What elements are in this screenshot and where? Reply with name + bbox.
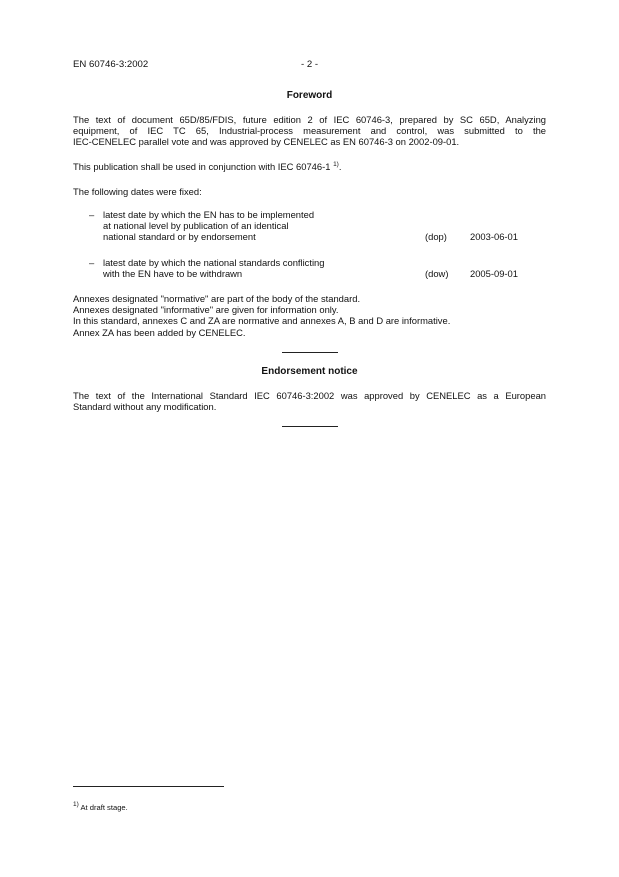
footnote [73, 802, 128, 813]
endorsement-line: Standard without any modification. [73, 401, 217, 413]
date-item-dow [89, 257, 549, 280]
endorsement-paragraph [73, 390, 546, 412]
date-item-text [103, 209, 403, 243]
endorsement-heading: Endorsement notice [261, 366, 358, 377]
section-divider [282, 426, 338, 427]
annex-line: Annexes designated "normative" are part of the body of the standard. [73, 293, 361, 304]
date-item-dop [89, 209, 549, 243]
footnote-reference: 1) [333, 161, 339, 168]
conjunction-text: This publication shall be used in conjunction with IEC 60746-1 [73, 161, 334, 172]
footnote-text: At draft stage. [78, 803, 128, 812]
date-item-line: latest date by which the EN has to be implemented [103, 209, 315, 220]
foreword-line: equipment, of IEC TC 65, Industrial-process measurement and control, was submitted to the [73, 125, 546, 137]
date-code: (dop) [425, 231, 447, 242]
date-code: (dow) [425, 268, 449, 279]
date-item-line: latest date by which the national standards conflicting [103, 257, 325, 268]
annex-paragraph [73, 293, 546, 338]
conjunction-paragraph [73, 161, 546, 172]
date-item-line: national standard or by endorsement [103, 231, 256, 243]
conjunction-period: . [338, 161, 342, 172]
annex-line: Annexes designated "informative" are given for information only. [73, 304, 339, 316]
annex-line: Annex ZA has been added by CENELEC. [73, 326, 246, 338]
foreword-line: IEC-CENELEC parallel vote and was approved by CENELEC as EN 60746-3 on 2002-09-01. [73, 136, 460, 148]
foreword-paragraph [73, 114, 546, 148]
endorsement-line: The text of the International Standard IEC 60746-3:2002 was approved by CENELEC as a European [73, 390, 546, 401]
date-value: 2003-06-01 [470, 231, 518, 242]
footnote-marker: 1) [73, 801, 79, 808]
date-item-line: at national level by publication of an identical [103, 220, 289, 232]
footnote-separator [73, 786, 224, 787]
date-item-line: with the EN have to be withdrawn [103, 268, 243, 280]
page-number: - 2 - [300, 59, 319, 70]
foreword-heading: Foreword [286, 90, 333, 101]
foreword-line: The text of document 65D/85/FDIS, future edition 2 of IEC 60746-3, prepared by SC 65D, Analyzing [73, 114, 546, 125]
annex-line: In this standard, annexes C and ZA are normative and annexes A, B and D are informative. [73, 315, 451, 327]
dash-bullet: – [89, 209, 95, 220]
section-divider [282, 352, 338, 353]
date-item-text [103, 257, 403, 279]
dash-bullet: – [89, 257, 95, 268]
dates-intro: The following dates were fixed: [73, 186, 202, 197]
document-id: EN 60746-3:2002 [73, 59, 149, 70]
date-value: 2005-09-01 [470, 268, 518, 279]
